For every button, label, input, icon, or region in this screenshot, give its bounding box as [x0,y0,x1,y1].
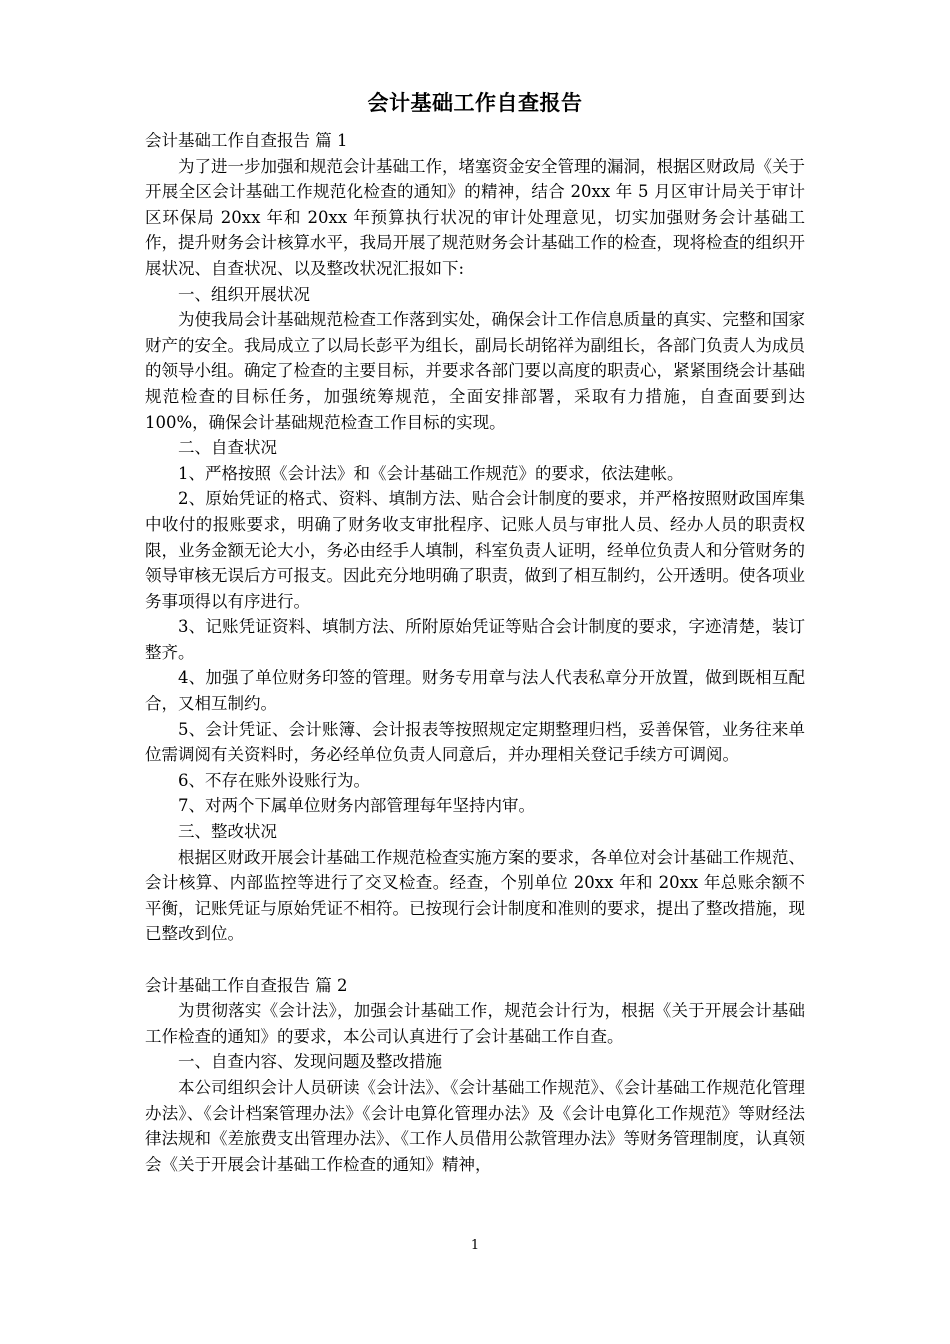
section-1-list-item: 1、严格按照《会计法》和《会计基础工作规范》的要求，依法建帐。 [178,463,684,483]
section-1-subheading: 二、自查状况 [178,438,277,458]
section-1-paragraph: 根据区财政开展会计基础工作规范检查实施方案的要求，各单位对会计基础工作规范、会计核算、内部监控等进行了交叉检查。经查，个别单位 20xx 年和 20xx 年总账余额不平衡，记账凭证与原始凭证不相符。已按现行会计制度和准则的要求，提出了整改措施，现已整改到位。 [145,847,805,944]
section-1-list-item: 2、原始凭证的格式、资料、填制方法、贴合会计制度的要求，并严格按照财政国库集中收付的报账要求，明确了财务收支审批程序、记账人员与审批人员、经办人员的职责权限，业务金额无论大小，务必由经手人填制，科室负责人证明，经单位负责人和分管财务的领导审核无误后方可报支。因此充分地明确了职责，做到了相互制约，公开透明。使各项业务事项得以有序进行。 [145,489,805,611]
section-1-subheading: 三、整改状况 [178,822,277,842]
section-1-list-item: 3、记账凭证资料、填制方法、所附原始凭证等贴合会计制度的要求，字迹清楚，装订整齐。 [145,617,805,662]
section-1-paragraph: 为了进一步加强和规范会计基础工作，堵塞资金安全管理的漏洞，根据区财政局《关于开展全区会计基础工作规范化检查的通知》的精神，结合 20xx 年 5 月区审计局关于审计区环保局 20xx 年和 20xx 年预算执行状况的审计处理意见，切实加强财务会计基础工作，提升财务会计核算水平，我局开展了规范财务会计基础工作的检查，现将检查的组织开展状况、自查状况、以及整改状况汇报如下: [145,156,805,278]
section-1-paragraph: 为使我局会计基础规范检查工作落到实处，确保会计工作信息质量的真实、完整和国家财产的安全。我局成立了以局长彭平为组长，副局长胡铭祥为副组长，各部门负责人为成员的领导小组。确定了检查的主要目标，并要求各部门要以高度的职责心，紧紧围绕会计基础规范检查的目标任务，加强统筹规范，全面安排部署，采取有力措施，自查面要到达 100%，确保会计基础规范检查工作目标的实现。 [145,310,805,432]
section-2-subheading: 一、自查内容、发现问题及整改措施 [178,1052,442,1072]
section-1-list-item: 4、加强了单位财务印签的管理。财务专用章与法人代表私章分开放置，做到既相互配合，又相互制约。 [145,668,805,714]
section-1-list-item: 7、对两个下属单位财务内部管理每年坚持内审。 [178,796,535,816]
section-1-list-item: 5、会计凭证、会计账簿、会计报表等按照规定定期整理归档，妥善保管，业务往来单位需调阅有关资料时，务必经单位负责人同意后，并办理相关登记手续方可调阅。 [145,719,805,765]
document-title: 会计基础工作自查报告 [367,91,583,115]
document-page [145,86,805,1177]
section-spacer [145,947,805,973]
section-1-subheading: 一、组织开展状况 [178,284,310,304]
page-number: 1 [470,1238,480,1253]
section-2-heading: 会计基础工作自查报告 篇 2 [145,975,348,995]
section-1-heading: 会计基础工作自查报告 篇 1 [145,131,348,150]
section-2-paragraph: 为贯彻落实《会计法》，加强会计基础工作，规范会计行为，根据《关于开展会计基础工作检查的通知》的要求，本公司认真进行了会计基础工作自查。 [145,1001,805,1046]
section-2-paragraph: 本公司组织会计人员研读《会计法》、《会计基础工作规范》、《会计基础工作规范化管理办法》、《会计档案管理办法》《会计电算化管理办法》及《会计电算化工作规范》等财经法律法规和《差旅费支出管理办法》、《工作人员借用公款管理办法》等财务管理制度，认真领会《关于开展会计基础工作检查的通知》精神， [145,1077,805,1174]
section-1-list-item: 6、不存在账外设账行为。 [178,770,370,790]
